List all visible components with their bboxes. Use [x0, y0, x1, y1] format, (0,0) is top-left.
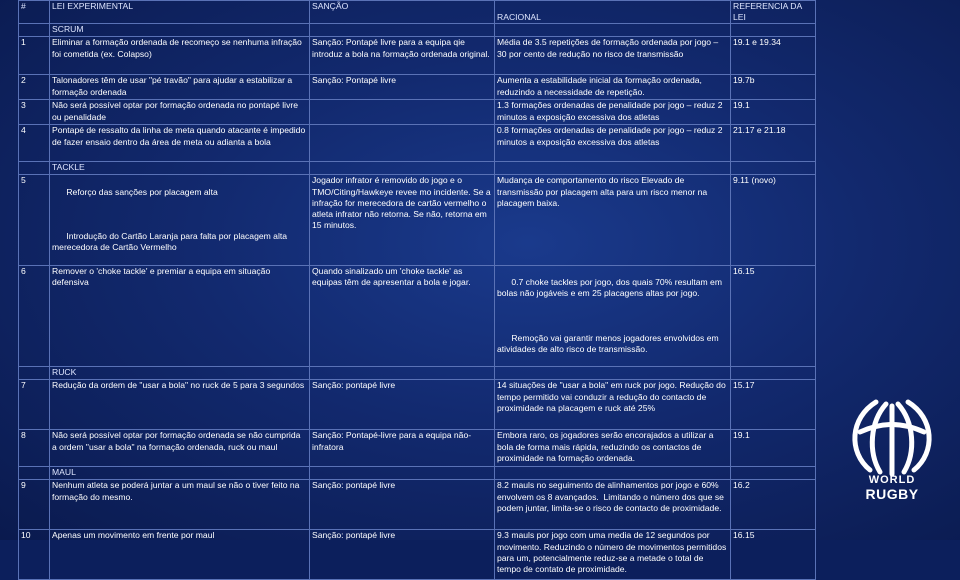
row-sanction: Quando sinalizado um 'choke tackle' as equipas têm de apresentar a bola e jogar.: [310, 265, 495, 367]
row-reference: 19.1 e 19.34: [731, 37, 816, 75]
table-row: [19, 75, 816, 100]
row-rationale: 1.3 formações ordenadas de penalidade por jogo – reduz 2 minutos a exposição excessiva dos atletas: [495, 100, 731, 125]
row-law: Nenhum atleta se poderá juntar a um maul se não o tiver feito na formação do mesmo.: [50, 480, 310, 530]
table-row: [19, 100, 816, 125]
header-reference: REFERENCIA DA LEI: [731, 1, 816, 24]
header-num: #: [19, 1, 50, 24]
row-num: 4: [19, 125, 50, 162]
row-num: 9: [19, 480, 50, 530]
logo-text-world: WORLD: [868, 474, 916, 486]
row-rationale-secondary: Remoção vai garantir menos jogadores envolvidos em atividades de alto risco de transmissão.: [497, 332, 722, 355]
row-num: 6: [19, 265, 50, 367]
header-law: LEI EXPERIMENTAL: [50, 1, 310, 24]
row-law: Eliminar a formação ordenada de recomeço se nenhuma infração foi cometida (ex. Colapso): [50, 37, 310, 75]
row-sanction: Sanção: Pontapé livre: [310, 75, 495, 100]
table-row: [19, 530, 816, 580]
row-law: Remover o 'choke tackle' e premiar a equipa em situação defensiva: [50, 265, 310, 367]
row-num: 2: [19, 75, 50, 100]
row-reference: 21.17 e 21.18: [731, 125, 816, 162]
row-sanction: Sanção: pontapé livre: [310, 480, 495, 530]
row-reference: 9.11 (novo): [731, 175, 816, 265]
row-reference: 16.2: [731, 480, 816, 530]
table-row: [19, 175, 816, 265]
section-row: [19, 24, 816, 37]
row-rationale: 0.8 formações ordenadas de penalidade por jogo – reduz 2 minutos a exposição excessiva dos atletas: [495, 125, 731, 162]
table-row: [19, 480, 816, 530]
section-tackle: TACKLE: [50, 162, 310, 175]
row-reference: 16.15: [731, 530, 816, 580]
row-rationale: 9.3 mauls por jogo com uma media de 12 segundos por movimento. Reduzindo o número de movimentos permitidos para um, potencialmente reduz-se a metade o total de tempo de contato de proximidade.: [495, 530, 731, 580]
row-rationale: Aumenta a estabilidade inicial da formação ordenada, reduzindo a necessidade de repetição.: [495, 75, 731, 100]
row-law: Não será possível optar por formação ordenada no pontapé livre ou penalidade: [50, 100, 310, 125]
row-reference: 16.15: [731, 265, 816, 367]
row-rationale: Mudança de comportamento do risco Elevado de transmissão por placagem alta para um risco menor na placagem baixa.: [495, 175, 731, 265]
section-row: [19, 467, 816, 480]
row-rationale: 8.2 mauls no seguimento de alinhamentos por jogo e 60% envolvem os 8 avançados. Limitando o número dos que se podem juntar, limita-se o risco de contacto de proximidade.: [495, 480, 731, 530]
row-rationale: 0.7 choke tackles por jogo, dos quais 70% resultam em bolas não jogáveis e em 25 placagens altas por jogo.: [497, 277, 725, 299]
row-reference: 19.1: [731, 430, 816, 467]
header-rationale: RACIONAL: [495, 1, 731, 24]
row-reference: 19.7b: [731, 75, 816, 100]
row-sanction: [310, 125, 495, 162]
row-law: Redução da ordem de "usar a bola" no ruck de 5 para 3 segundos: [50, 380, 310, 430]
row-law: Apenas um movimento em frente por maul: [50, 530, 310, 580]
row-rationale: Média de 3.5 repetições de formação ordenada por jogo – 30 por cento de redução no risco de transmissão: [495, 37, 731, 75]
row-sanction: Jogador infrator é removido do jogo e o TMO/Citing/Hawkeye revee mo incidente. Se a infração for merecedora de cartão vermelho o atleta infrator não retorna. Se não, retorna em 15 minutos.: [310, 175, 495, 265]
row-num: 1: [19, 37, 50, 75]
table-row: [19, 37, 816, 75]
table-row: [19, 380, 816, 430]
row-sanction: Sanção: Pontapé-livre para a equipa não-infratora: [310, 430, 495, 467]
row-reference: 15.17: [731, 380, 816, 430]
header-sanction: SANÇÃO: [310, 1, 495, 24]
row-num: 3: [19, 100, 50, 125]
section-row: [19, 367, 816, 380]
section-ruck: RUCK: [50, 367, 310, 380]
table-row: [19, 125, 816, 162]
table-row: [19, 265, 816, 367]
row-sanction: Sanção: pontapé livre: [310, 530, 495, 580]
experimental-laws-table: [18, 0, 816, 580]
row-num: 7: [19, 380, 50, 430]
row-law: Talonadores têm de usar "pé travão" para ajudar a estabilizar a formação ordenada: [50, 75, 310, 100]
section-row: [19, 162, 816, 175]
section-scrum: SCRUM: [50, 24, 310, 37]
row-law: Não será possível optar por formação ordenada se não cumprida a ordem "usar a bola" na formação ordenada, ruck ou maul: [50, 430, 310, 467]
header-row: [19, 1, 816, 24]
table-row: [19, 430, 816, 467]
section-maul: MAUL: [50, 467, 310, 480]
row-num: 5: [19, 175, 50, 265]
row-rationale: Embora raro, os jogadores serão encorajados a utilizar a bola de forma mais rápida, reduzindo os contactos de proximidade na formação ordenada.: [495, 430, 731, 467]
row-rationale: 14 situações de "usar a bola" em ruck por jogo. Redução do tempo permitido vai conduzir a redução do contacto de proximidade na placagem e ruck até 25%: [495, 380, 731, 430]
row-sanction: Sanção: Pontapé livre para a equipa qie introduz a bola na formação ordenada original.: [310, 37, 495, 75]
row-law: Reforço das sanções por placagem alta: [66, 186, 218, 197]
row-sanction: Sanção: pontapé livre: [310, 380, 495, 430]
row-law-secondary: Introdução do Cartão Laranja para falta por placagem alta merecedora de Cartão Vermelho: [52, 231, 290, 253]
row-law: Pontapé de ressalto da linha de meta quando atacante é impedido de fazer ensaio dentro da área de meta ou adianta a bola: [50, 125, 310, 162]
row-sanction: [310, 100, 495, 125]
logo-text-rugby: RUGBY: [865, 486, 919, 502]
row-num: 8: [19, 430, 50, 467]
row-reference: 19.1: [731, 100, 816, 125]
row-num: 10: [19, 530, 50, 580]
